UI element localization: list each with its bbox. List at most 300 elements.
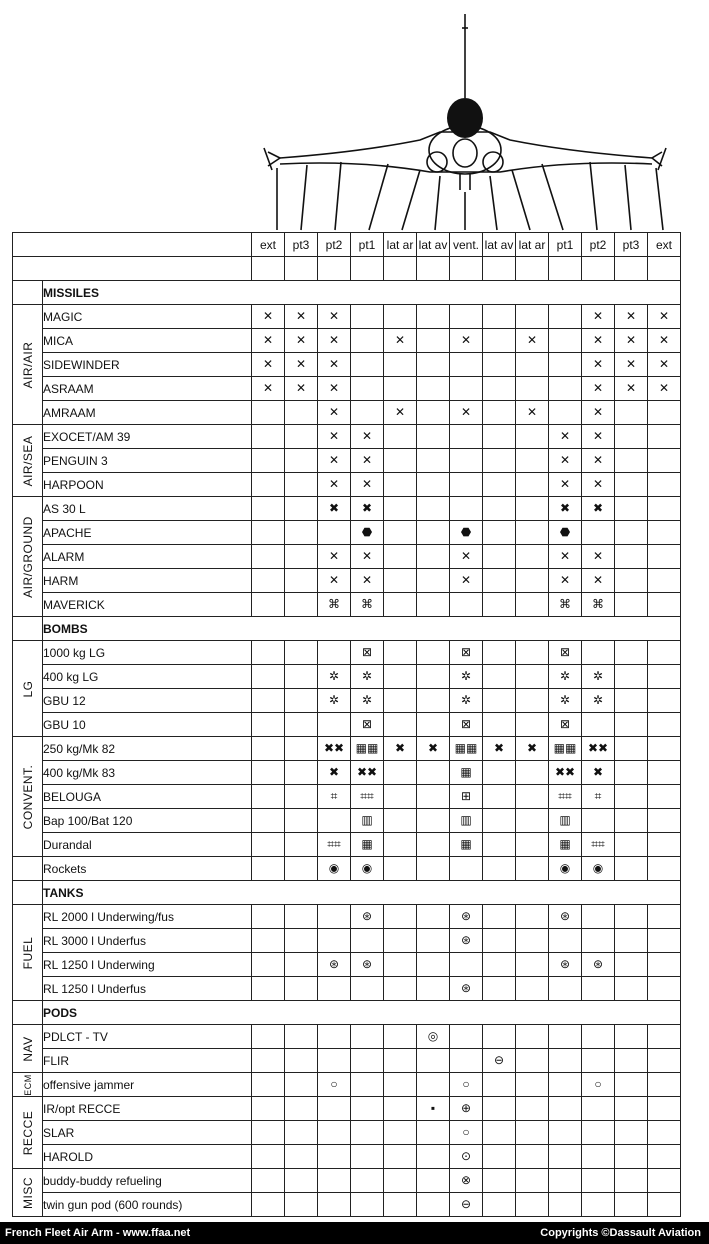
store-name: AS 30 L <box>43 497 252 521</box>
station-mark: ✕ <box>318 449 351 473</box>
station-mark <box>483 569 516 593</box>
weapons-loading-table <box>12 232 681 1217</box>
store-name: EXOCET/AM 39 <box>43 425 252 449</box>
station-mark <box>318 809 351 833</box>
category-label: FUEL <box>20 936 35 969</box>
station-mark: ✕ <box>318 305 351 329</box>
station-mark: ⊛ <box>450 905 483 929</box>
station-mark <box>549 401 582 425</box>
station-mark: ✖ <box>516 737 549 761</box>
station-mark <box>549 1169 582 1193</box>
station-mark <box>615 1193 648 1217</box>
station-mark <box>582 1049 615 1073</box>
station-mark: ▥ <box>450 809 483 833</box>
station-mark: ⊖ <box>450 1193 483 1217</box>
station-mark <box>549 1121 582 1145</box>
store-name: SIDEWINDER <box>43 353 252 377</box>
station-mark <box>483 449 516 473</box>
station-mark <box>516 1073 549 1097</box>
station-mark <box>417 977 450 1001</box>
station-mark: ⌘ <box>318 593 351 617</box>
station-mark <box>351 1025 384 1049</box>
category-cell <box>13 737 43 857</box>
station-mark: ✕ <box>582 377 615 401</box>
category-label: AIR/SEA <box>20 435 35 486</box>
station-mark <box>417 857 450 881</box>
store-row <box>13 1145 681 1169</box>
store-name: IR/opt RECCE <box>43 1097 252 1121</box>
station-mark <box>615 833 648 857</box>
store-row <box>13 473 681 497</box>
station-mark: ✕ <box>582 473 615 497</box>
spacer-cell <box>285 257 318 281</box>
station-mark <box>615 905 648 929</box>
store-row <box>13 305 681 329</box>
station-mark: ⊕ <box>450 1097 483 1121</box>
station-label: lat av <box>483 233 516 257</box>
station-mark <box>516 425 549 449</box>
station-mark <box>549 305 582 329</box>
station-mark <box>318 1145 351 1169</box>
station-mark: ✕ <box>285 329 318 353</box>
station-mark: ✲ <box>549 689 582 713</box>
station-mark: ⊠ <box>351 713 384 737</box>
station-label: ext <box>252 233 285 257</box>
station-mark <box>384 1145 417 1169</box>
station-mark <box>252 449 285 473</box>
station-mark <box>483 1145 516 1169</box>
store-name: 250 kg/Mk 82 <box>43 737 252 761</box>
spacer-cell <box>648 257 681 281</box>
station-mark <box>516 1169 549 1193</box>
station-mark <box>384 1049 417 1073</box>
station-mark <box>483 329 516 353</box>
category-cell <box>13 1097 43 1169</box>
station-mark <box>384 833 417 857</box>
station-mark <box>648 569 681 593</box>
station-mark: ✕ <box>648 305 681 329</box>
station-mark <box>648 953 681 977</box>
store-name: ASRAAM <box>43 377 252 401</box>
station-mark <box>252 689 285 713</box>
station-mark <box>450 1025 483 1049</box>
station-mark <box>384 1121 417 1145</box>
station-mark: ✕ <box>252 329 285 353</box>
station-mark <box>549 1193 582 1217</box>
station-mark: ⬣ <box>450 521 483 545</box>
station-mark <box>615 569 648 593</box>
station-mark <box>318 641 351 665</box>
station-mark <box>384 809 417 833</box>
station-label: pt3 <box>285 233 318 257</box>
station-mark <box>318 1169 351 1193</box>
station-mark: ✲ <box>450 665 483 689</box>
station-mark: ✖ <box>318 761 351 785</box>
station-mark: ✕ <box>252 377 285 401</box>
station-mark <box>615 737 648 761</box>
station-mark: ⬣ <box>549 521 582 545</box>
station-mark <box>648 1097 681 1121</box>
station-mark <box>384 593 417 617</box>
station-mark <box>351 1073 384 1097</box>
station-mark <box>384 1097 417 1121</box>
station-mark <box>483 521 516 545</box>
station-mark: ✖ <box>582 761 615 785</box>
station-mark <box>483 785 516 809</box>
store-name: HARM <box>43 569 252 593</box>
station-label: lat av <box>417 233 450 257</box>
station-mark <box>648 1121 681 1145</box>
category-label: MISC <box>20 1176 35 1209</box>
station-mark <box>285 737 318 761</box>
store-row <box>13 833 681 857</box>
station-mark <box>417 665 450 689</box>
station-mark <box>582 1025 615 1049</box>
store-name: HAROLD <box>43 1145 252 1169</box>
station-mark <box>285 665 318 689</box>
store-row <box>13 545 681 569</box>
station-mark <box>417 449 450 473</box>
station-mark <box>351 329 384 353</box>
category-cell <box>13 1169 43 1217</box>
station-mark <box>615 1049 648 1073</box>
station-mark <box>615 1145 648 1169</box>
station-mark: ✲ <box>549 665 582 689</box>
station-mark <box>483 1025 516 1049</box>
station-mark <box>615 401 648 425</box>
category-label: CONVENT. <box>20 764 35 829</box>
station-mark: ✕ <box>648 377 681 401</box>
station-mark <box>648 1145 681 1169</box>
store-row <box>13 521 681 545</box>
store-row <box>13 1169 681 1193</box>
station-mark <box>483 497 516 521</box>
station-mark <box>351 1121 384 1145</box>
station-mark <box>483 377 516 401</box>
station-mark <box>285 473 318 497</box>
station-mark <box>516 449 549 473</box>
store-name: Rockets <box>43 857 252 881</box>
store-name: FLIR <box>43 1049 252 1073</box>
section-title: MISSILES <box>43 281 681 305</box>
store-name: MICA <box>43 329 252 353</box>
station-mark: ✲ <box>351 689 384 713</box>
station-mark <box>285 497 318 521</box>
station-mark <box>285 857 318 881</box>
station-mark <box>417 809 450 833</box>
station-mark <box>483 713 516 737</box>
station-mark <box>318 521 351 545</box>
station-mark <box>252 929 285 953</box>
station-mark <box>417 1193 450 1217</box>
station-mark: ✕ <box>450 569 483 593</box>
station-mark <box>318 905 351 929</box>
station-mark: ✕ <box>318 329 351 353</box>
station-mark <box>417 521 450 545</box>
station-mark <box>252 785 285 809</box>
station-mark <box>483 905 516 929</box>
store-row <box>13 1049 681 1073</box>
station-label: lat ar <box>384 233 417 257</box>
station-mark <box>483 1097 516 1121</box>
station-mark <box>615 1121 648 1145</box>
station-mark <box>252 1169 285 1193</box>
station-mark <box>450 1049 483 1073</box>
station-mark <box>516 785 549 809</box>
station-mark: ✕ <box>582 353 615 377</box>
station-mark <box>450 425 483 449</box>
store-row <box>13 353 681 377</box>
store-name: PDLCT - TV <box>43 1025 252 1049</box>
spacer-row <box>13 257 681 281</box>
station-mark <box>351 1145 384 1169</box>
store-name: 400 kg LG <box>43 665 252 689</box>
station-mark <box>417 1073 450 1097</box>
station-mark <box>615 977 648 1001</box>
station-mark <box>252 665 285 689</box>
category-cell <box>13 305 43 425</box>
station-mark <box>417 953 450 977</box>
station-mark <box>483 857 516 881</box>
station-mark <box>252 521 285 545</box>
station-mark: ⊛ <box>549 905 582 929</box>
station-mark: ○ <box>318 1073 351 1097</box>
station-mark <box>384 569 417 593</box>
station-mark <box>516 905 549 929</box>
station-mark <box>252 1097 285 1121</box>
station-mark: ○ <box>450 1121 483 1145</box>
station-mark <box>351 1169 384 1193</box>
station-mark <box>318 1049 351 1073</box>
station-mark <box>516 857 549 881</box>
station-mark <box>615 1169 648 1193</box>
spacer-cell <box>384 257 417 281</box>
station-mark <box>384 1073 417 1097</box>
station-label: pt1 <box>351 233 384 257</box>
station-mark <box>384 977 417 1001</box>
store-row <box>13 1097 681 1121</box>
station-mark: ✕ <box>549 449 582 473</box>
station-mark <box>615 713 648 737</box>
station-mark <box>483 665 516 689</box>
station-mark <box>351 305 384 329</box>
station-mark <box>384 929 417 953</box>
station-mark <box>417 569 450 593</box>
station-mark <box>549 329 582 353</box>
station-mark: ✲ <box>318 665 351 689</box>
category-cell <box>13 857 43 881</box>
station-mark: ✕ <box>615 353 648 377</box>
station-mark <box>648 521 681 545</box>
station-mark <box>384 641 417 665</box>
station-mark: ⊛ <box>450 929 483 953</box>
spacer-cell <box>417 257 450 281</box>
station-mark: ✕ <box>285 377 318 401</box>
station-mark <box>417 329 450 353</box>
station-mark <box>351 1097 384 1121</box>
station-mark <box>615 953 648 977</box>
station-mark <box>516 473 549 497</box>
station-mark <box>450 953 483 977</box>
station-mark: ✕ <box>318 425 351 449</box>
store-row <box>13 953 681 977</box>
store-row <box>13 1193 681 1217</box>
store-name: Bap 100/Bat 120 <box>43 809 252 833</box>
station-mark: ◎ <box>417 1025 450 1049</box>
station-mark: ✕ <box>318 545 351 569</box>
store-name: twin gun pod (600 rounds) <box>43 1193 252 1217</box>
store-name: PENGUIN 3 <box>43 449 252 473</box>
station-mark <box>417 593 450 617</box>
category-label: AIR/GROUND <box>20 515 35 598</box>
station-mark: ✕ <box>516 401 549 425</box>
station-mark <box>285 425 318 449</box>
station-mark <box>417 713 450 737</box>
station-mark <box>252 1145 285 1169</box>
station-mark <box>285 545 318 569</box>
station-mark: ⊞ <box>450 785 483 809</box>
station-mark: ⊠ <box>549 713 582 737</box>
category-label: NAV <box>20 1035 35 1062</box>
station-mark <box>252 425 285 449</box>
station-mark <box>417 473 450 497</box>
station-mark: ⬣ <box>351 521 384 545</box>
station-mark: ✕ <box>318 473 351 497</box>
station-mark: ✖ <box>582 497 615 521</box>
store-row <box>13 497 681 521</box>
section-cat-blank <box>13 1001 43 1025</box>
station-mark <box>450 593 483 617</box>
station-mark: ⌗ <box>582 785 615 809</box>
station-mark: ✖✖ <box>582 737 615 761</box>
station-mark <box>384 545 417 569</box>
station-mark: ✖✖ <box>318 737 351 761</box>
footer-source: French Fleet Air Arm - www.ffaa.net <box>5 1227 191 1239</box>
station-mark <box>516 1145 549 1169</box>
station-mark <box>285 809 318 833</box>
station-mark <box>615 473 648 497</box>
station-mark <box>285 689 318 713</box>
station-mark: ⊛ <box>582 953 615 977</box>
station-mark <box>582 905 615 929</box>
station-mark: ⌘ <box>351 593 384 617</box>
section-title: PODS <box>43 1001 681 1025</box>
station-mark: ⊙ <box>450 1145 483 1169</box>
store-row <box>13 905 681 929</box>
station-mark <box>582 1121 615 1145</box>
station-mark <box>285 929 318 953</box>
station-mark: ▦ <box>351 833 384 857</box>
station-mark <box>582 1169 615 1193</box>
station-mark <box>648 425 681 449</box>
station-mark <box>483 1121 516 1145</box>
station-mark <box>648 905 681 929</box>
station-mark <box>582 641 615 665</box>
store-name: BELOUGA <box>43 785 252 809</box>
station-mark: ⌗⌗ <box>318 833 351 857</box>
station-mark: ⌗⌗ <box>582 833 615 857</box>
station-mark <box>615 449 648 473</box>
station-mark <box>252 1049 285 1073</box>
station-mark <box>384 377 417 401</box>
station-mark <box>483 593 516 617</box>
station-mark <box>516 641 549 665</box>
station-mark <box>351 401 384 425</box>
station-label: ext <box>648 233 681 257</box>
station-mark: ⊖ <box>483 1049 516 1073</box>
spacer-cell <box>351 257 384 281</box>
station-mark <box>516 665 549 689</box>
station-mark <box>516 761 549 785</box>
station-mark <box>549 1073 582 1097</box>
station-mark <box>285 1025 318 1049</box>
station-mark: ✕ <box>384 401 417 425</box>
store-name: RL 2000 l Underwing/fus <box>43 905 252 929</box>
station-mark: ✖✖ <box>549 761 582 785</box>
station-mark <box>648 545 681 569</box>
station-mark: ✕ <box>351 449 384 473</box>
station-mark <box>417 401 450 425</box>
station-mark <box>648 857 681 881</box>
station-mark: ✖ <box>384 737 417 761</box>
category-cell <box>13 1073 43 1097</box>
station-mark <box>318 977 351 1001</box>
station-mark <box>615 929 648 953</box>
station-mark: ⊛ <box>351 905 384 929</box>
station-mark <box>648 1169 681 1193</box>
station-mark <box>582 809 615 833</box>
station-mark: ✕ <box>318 569 351 593</box>
station-mark <box>615 521 648 545</box>
station-mark <box>582 1145 615 1169</box>
station-mark <box>483 425 516 449</box>
station-mark <box>252 641 285 665</box>
station-mark <box>252 761 285 785</box>
station-label: vent. <box>450 233 483 257</box>
station-mark <box>483 1193 516 1217</box>
section-cat-blank <box>13 881 43 905</box>
station-mark <box>417 689 450 713</box>
station-mark: ✕ <box>582 329 615 353</box>
station-mark: ✕ <box>549 425 582 449</box>
station-mark <box>285 713 318 737</box>
station-mark: ✕ <box>450 545 483 569</box>
station-mark <box>384 473 417 497</box>
station-mark <box>648 401 681 425</box>
station-mark: ⌘ <box>582 593 615 617</box>
store-row <box>13 857 681 881</box>
station-mark: ⊠ <box>450 713 483 737</box>
station-mark <box>285 1145 318 1169</box>
store-name: MAVERICK <box>43 593 252 617</box>
station-mark <box>648 1193 681 1217</box>
store-row <box>13 1073 681 1097</box>
station-mark <box>516 1049 549 1073</box>
station-mark <box>285 569 318 593</box>
station-mark <box>417 905 450 929</box>
station-mark <box>516 713 549 737</box>
station-mark <box>615 761 648 785</box>
station-mark <box>648 1025 681 1049</box>
station-mark: ▥ <box>351 809 384 833</box>
station-mark: ✖ <box>483 737 516 761</box>
station-mark: ▥ <box>549 809 582 833</box>
station-mark: ✕ <box>549 473 582 497</box>
station-mark <box>417 353 450 377</box>
station-mark <box>516 353 549 377</box>
station-mark: ✕ <box>450 329 483 353</box>
station-mark <box>384 1025 417 1049</box>
